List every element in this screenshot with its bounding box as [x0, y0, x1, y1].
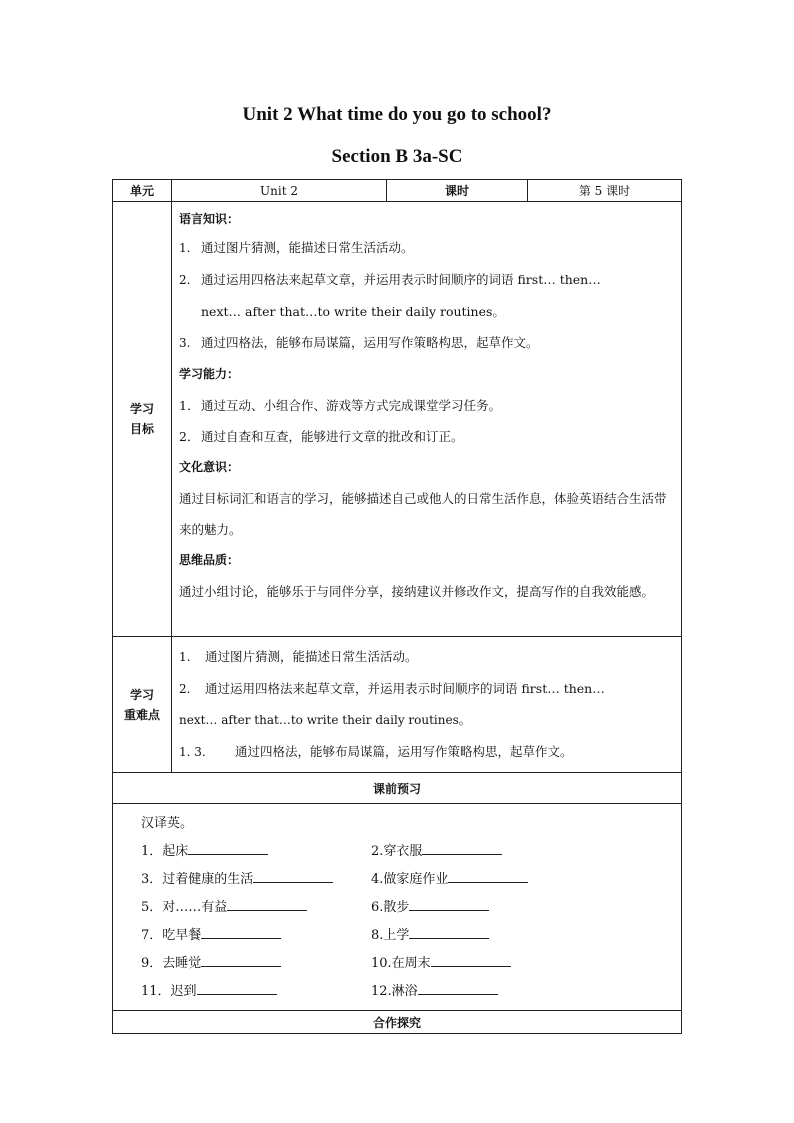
- answer-blank[interactable]: [227, 895, 307, 911]
- keypoint-item-continued: next… after that…to write their daily routines。: [179, 713, 471, 727]
- explore-heading: 合作探究: [113, 1011, 682, 1034]
- keypoint-item: 1. 通过图片猜测，能描述日常生活活动。: [179, 649, 418, 664]
- exercise-item: 6.散步: [371, 894, 611, 922]
- culture-text: 通过目标词汇和语言的学习，能够描述自己或他人的日常生活作息，体验英语结合生活带来的魅力。: [179, 491, 667, 537]
- unit-label: 单元: [113, 180, 172, 202]
- objectives-row: [113, 202, 682, 637]
- keypoints-row: [113, 637, 682, 773]
- answer-blank[interactable]: [201, 951, 281, 967]
- exercise-item: 10.在周末: [371, 950, 611, 978]
- preview-heading-row: [113, 773, 682, 804]
- period-value: 第 5 课时: [528, 180, 682, 202]
- answer-blank[interactable]: [431, 951, 511, 967]
- thinking-text: 通过小组讨论，能够乐于与同伴分享，接纳建议并修改作文，提高写作的自我效能感。: [179, 584, 655, 599]
- language-item: 3. 通过四格法，能够布局谋篇，运用写作策略构思，起草作文。: [179, 335, 539, 350]
- exercise-item: 8.上学: [371, 922, 611, 950]
- language-item: 1. 通过图片猜测，能描述日常生活活动。: [179, 240, 414, 255]
- preview-exercise-grid: [141, 838, 671, 1006]
- header-row: [113, 180, 682, 202]
- document-subtitle: Section B 3a-SC: [331, 146, 463, 167]
- ability-heading: 学习能力：: [179, 367, 240, 381]
- thinking-heading: 思维品质：: [179, 553, 240, 567]
- exercise-item: 1．起床: [141, 838, 371, 866]
- answer-blank[interactable]: [197, 979, 277, 995]
- objectives-content: [172, 202, 682, 637]
- exercise-item: 12.淋浴: [371, 978, 611, 1006]
- exercise-item: 9．去睡觉: [141, 950, 371, 978]
- answer-blank[interactable]: [418, 979, 498, 995]
- answer-blank[interactable]: [422, 839, 502, 855]
- unit-value: Unit 2: [172, 180, 387, 202]
- lesson-plan-table: [112, 179, 682, 1034]
- exercise-item: 2.穿衣服: [371, 838, 611, 866]
- answer-blank[interactable]: [448, 867, 528, 883]
- keypoint-item: 1. 3. 通过四格法，能够布局谋篇，运用写作策略构思，起草作文。: [179, 744, 573, 759]
- preview-content: [113, 804, 682, 1011]
- culture-heading: 文化意识：: [179, 460, 240, 474]
- exercise-item: 4.做家庭作业: [371, 866, 611, 894]
- keypoints-content: [172, 637, 682, 773]
- language-heading: 语言知识：: [179, 212, 240, 226]
- language-item: 2. 通过运用四格法来起草文章，并运用表示时间顺序的词语 first… then…: [179, 272, 601, 287]
- exercise-item: 7．吃早餐: [141, 922, 371, 950]
- language-item-continued: next… after that…to write their daily routines。: [201, 304, 505, 319]
- preview-heading: 课前预习: [113, 773, 682, 804]
- answer-blank[interactable]: [188, 839, 268, 855]
- exercise-item: 5．对……有益: [141, 894, 371, 922]
- objectives-label: 学习 目标: [113, 202, 172, 637]
- keypoint-item: 2. 通过运用四格法来起草文章，并运用表示时间顺序的词语 first… then…: [179, 681, 605, 696]
- exercise-item: 3．过着健康的生活: [141, 866, 371, 894]
- ability-item: 1． 通过互动、小组合作、游戏等方式完成课堂学习任务。: [179, 398, 502, 413]
- ability-item: 2． 通过自查和互查，能够进行文章的批改和订正。: [179, 429, 464, 444]
- explore-heading-row: [113, 1011, 682, 1034]
- preview-row: [113, 804, 682, 1011]
- keypoints-label: 学习 重难点: [113, 637, 172, 773]
- answer-blank[interactable]: [253, 867, 333, 883]
- preview-instruction: 汉译英。: [141, 816, 194, 831]
- exercise-item: 11．迟到: [141, 978, 371, 1006]
- document-title: Unit 2 What time do you go to school?: [242, 104, 552, 125]
- period-label: 课时: [387, 180, 528, 202]
- answer-blank[interactable]: [409, 923, 489, 939]
- answer-blank[interactable]: [201, 923, 281, 939]
- answer-blank[interactable]: [409, 895, 489, 911]
